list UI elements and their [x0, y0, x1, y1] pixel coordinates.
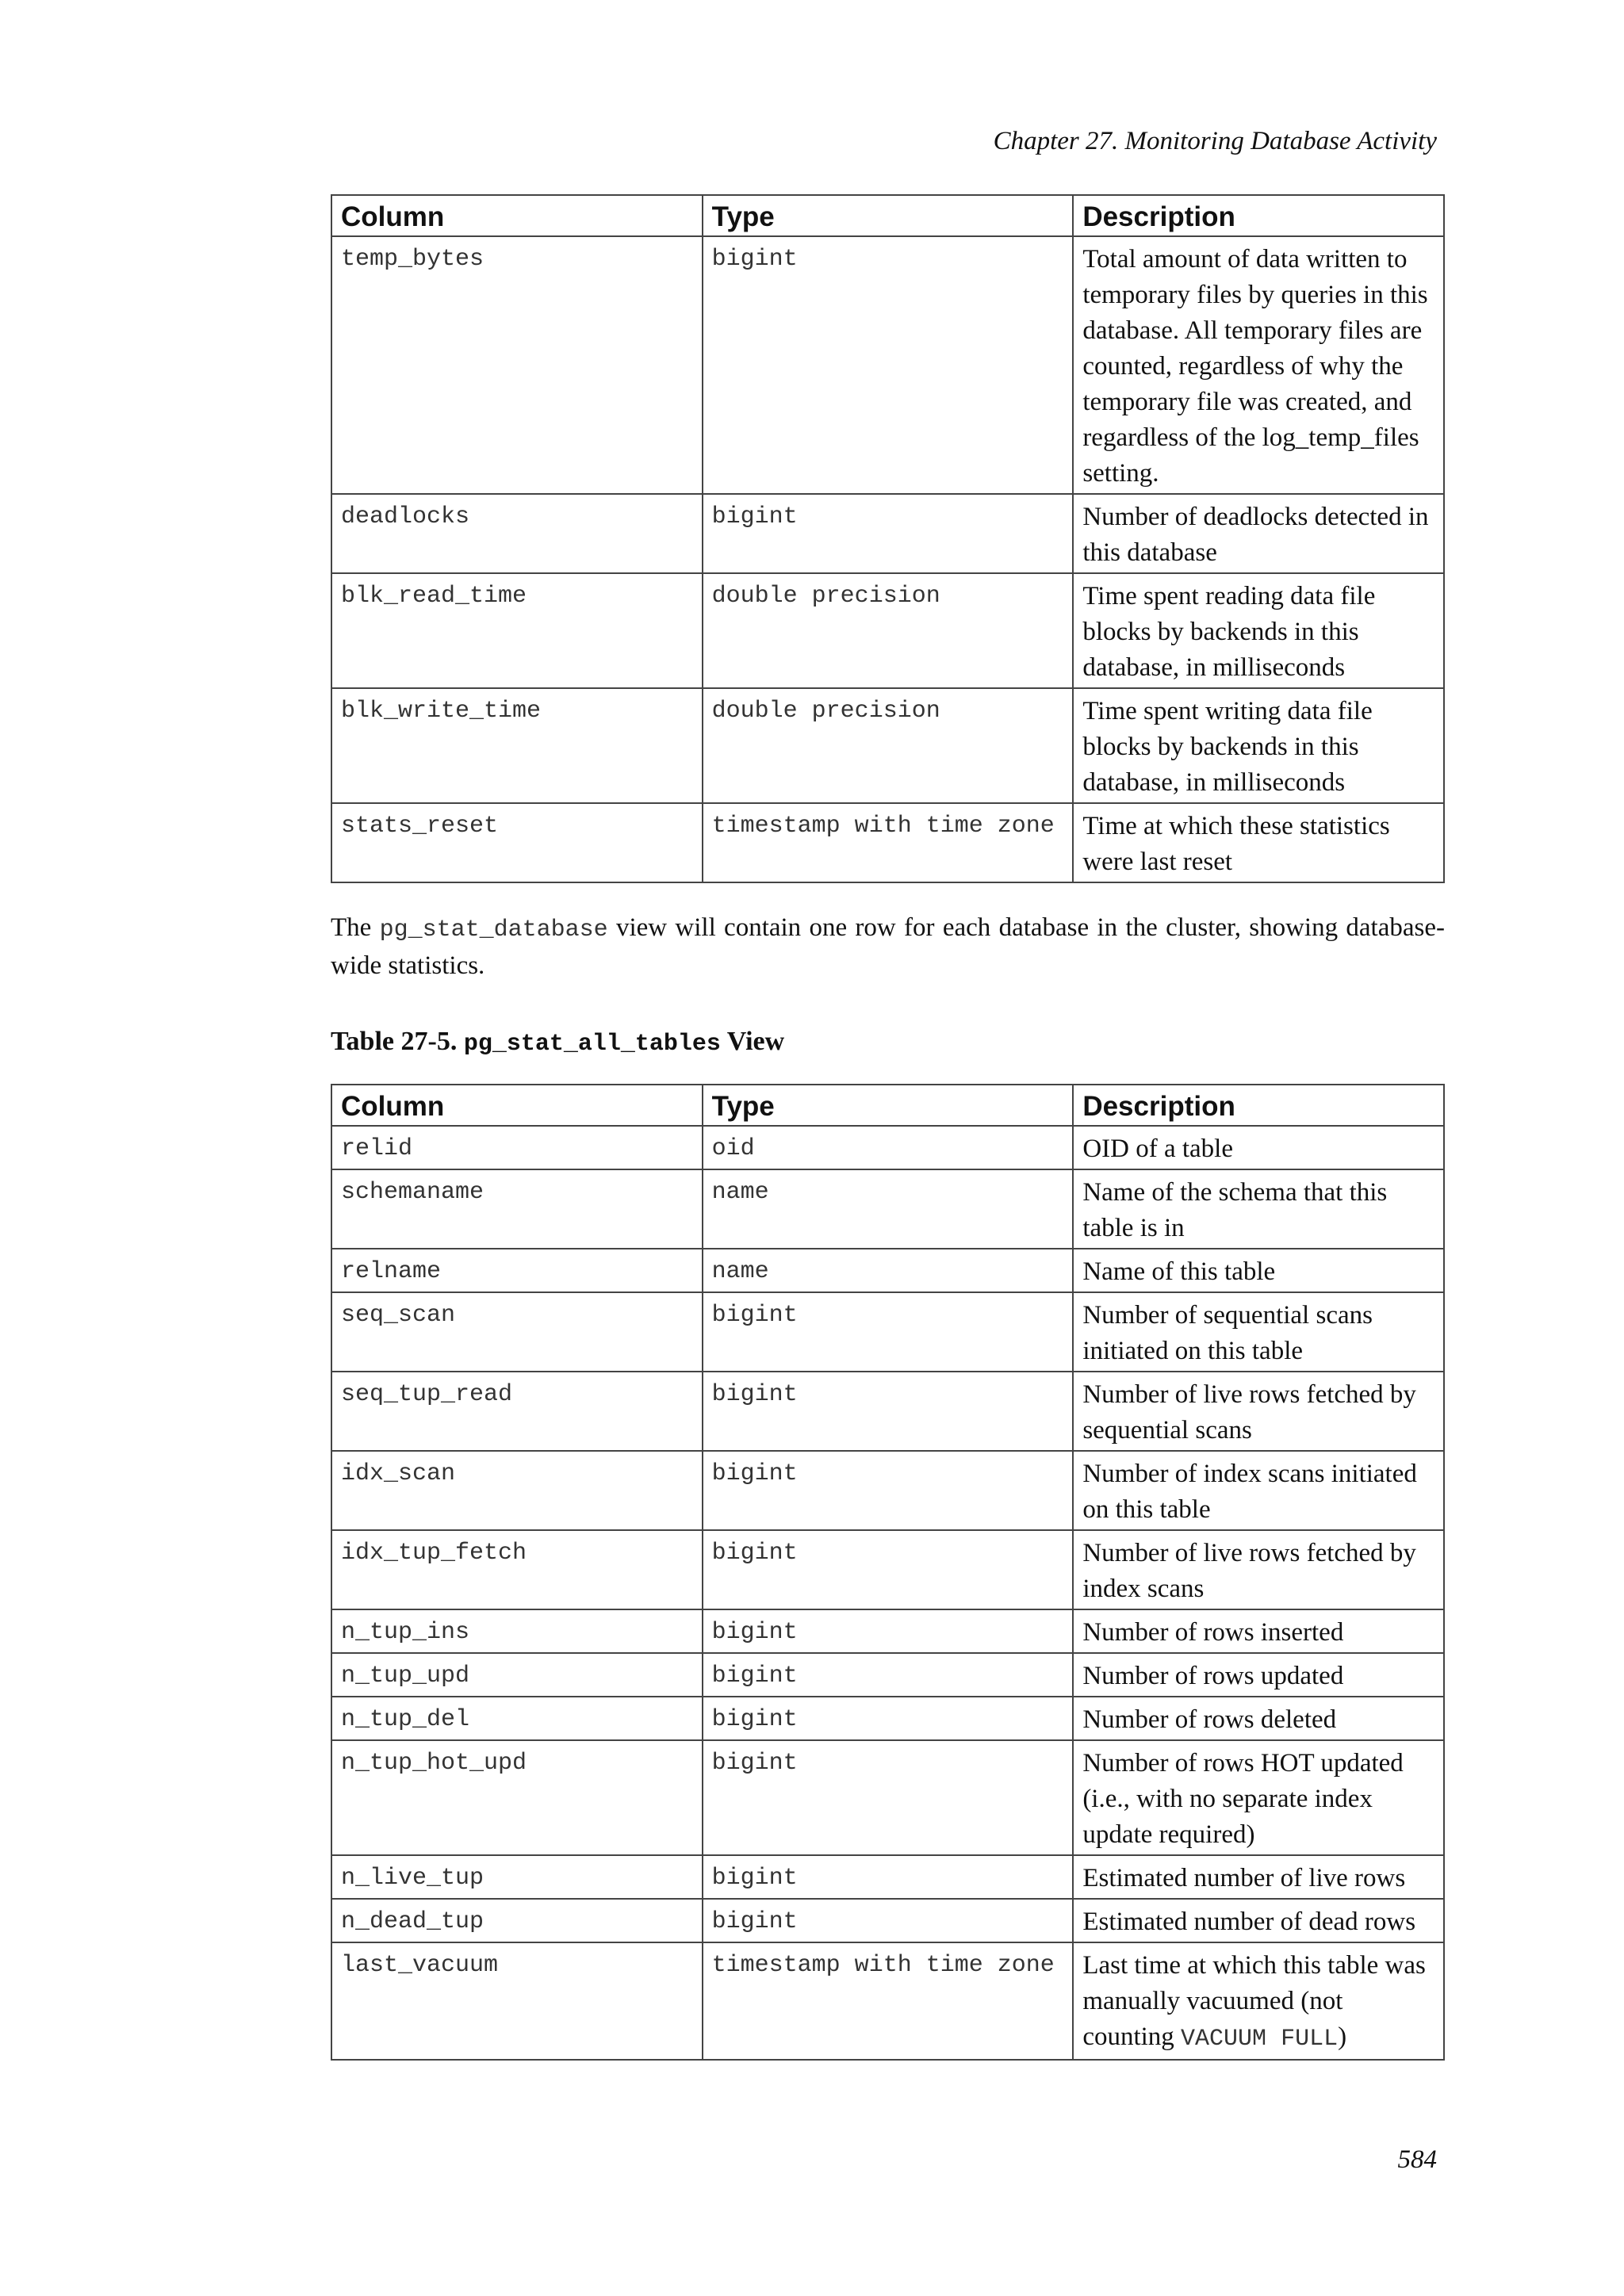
cell-column-name: relname	[331, 1249, 703, 1292]
header-description: Description	[1073, 195, 1444, 236]
columns-table-pg-stat-all-tables	[331, 1084, 1445, 2061]
cell-column-name: relid	[331, 1126, 703, 1169]
table-row	[331, 1451, 1444, 1530]
table-row	[331, 1249, 1444, 1292]
cell-column-name: temp_bytes	[331, 236, 703, 494]
cell-description	[1073, 688, 1444, 803]
cell-column-name: n_dead_tup	[331, 1899, 703, 1942]
cell-type: name	[703, 1169, 1074, 1249]
header-column: Column	[331, 1085, 703, 1126]
cell-column-name: blk_read_time	[331, 573, 703, 688]
cell-column-name: n_tup_hot_upd	[331, 1740, 703, 1855]
table-row	[331, 1942, 1444, 2060]
cell-type: double precision	[703, 688, 1074, 803]
cell-column-name: stats_reset	[331, 803, 703, 882]
cell-type: bigint	[703, 1855, 1074, 1899]
table-row	[331, 1653, 1444, 1697]
table-row	[331, 573, 1444, 688]
cell-type: double precision	[703, 573, 1074, 688]
cell-type: oid	[703, 1126, 1074, 1169]
cell-type: bigint	[703, 1740, 1074, 1855]
cell-type: timestamp with time zone	[703, 803, 1074, 882]
cell-type: bigint	[703, 494, 1074, 573]
cell-column-name: schemaname	[331, 1169, 703, 1249]
cell-type: bigint	[703, 1292, 1074, 1372]
table-caption	[331, 1024, 784, 1062]
description-text: Time spent reading data file blocks by backends in this database, in milliseconds	[1082, 582, 1376, 682]
cell-description	[1073, 1740, 1444, 1855]
header-type: Type	[703, 195, 1074, 236]
description-text: Number of sequential scans initiated on this table	[1082, 1301, 1373, 1365]
cell-column-name: n_tup_upd	[331, 1653, 703, 1697]
cell-description	[1073, 1899, 1444, 1942]
cell-description	[1073, 1292, 1444, 1372]
table-row	[331, 1899, 1444, 1942]
cell-description	[1073, 494, 1444, 573]
page-number: 584	[1397, 2145, 1437, 2174]
cell-description	[1073, 803, 1444, 882]
cell-column-name: seq_tup_read	[331, 1372, 703, 1451]
description-text: Number of rows updated	[1082, 1662, 1344, 1690]
header-description: Description	[1073, 1085, 1444, 1126]
cell-column-name: n_live_tup	[331, 1855, 703, 1899]
cell-description	[1073, 236, 1444, 494]
cell-type: bigint	[703, 1653, 1074, 1697]
cell-type: bigint	[703, 1899, 1074, 1942]
description-text: Time spent writing data file blocks by backends in this database, in milliseconds	[1082, 697, 1373, 797]
cell-description	[1073, 1372, 1444, 1451]
cell-type: bigint	[703, 1372, 1074, 1451]
table-row	[331, 1372, 1444, 1451]
description-text: Name of this table	[1082, 1257, 1276, 1286]
table-body	[331, 1126, 1444, 2060]
table-row	[331, 1169, 1444, 1249]
cell-column-name: n_tup_del	[331, 1697, 703, 1740]
cell-column-name: n_tup_ins	[331, 1609, 703, 1653]
cell-type: bigint	[703, 1530, 1074, 1609]
cell-type: bigint	[703, 1609, 1074, 1653]
table-row	[331, 1740, 1444, 1855]
table-header-row	[331, 1085, 1444, 1126]
description-code: VACUUM FULL	[1181, 2026, 1339, 2053]
cell-column-name: last_vacuum	[331, 1942, 703, 2060]
description-text: Number of live rows fetched by index scans	[1082, 1539, 1416, 1603]
cell-description	[1073, 1653, 1444, 1697]
caption-prefix: Table 27-5.	[331, 1027, 464, 1056]
caption-suffix: View	[720, 1027, 785, 1056]
cell-description	[1073, 1126, 1444, 1169]
table-row	[331, 688, 1444, 803]
description-text: Last time at which this table was manually vacuumed (not counting	[1082, 1951, 1426, 2051]
table-row	[331, 236, 1444, 494]
description-text: Number of rows inserted	[1082, 1618, 1344, 1647]
description-text: Estimated number of dead rows	[1082, 1908, 1416, 1936]
caption-code: pg_stat_all_tables	[463, 1031, 721, 1058]
description-text: Number of rows HOT updated (i.e., with no separate index update required)	[1082, 1749, 1404, 1849]
cell-description	[1073, 1249, 1444, 1292]
description-text: Estimated number of live rows	[1082, 1864, 1406, 1892]
cell-description	[1073, 1697, 1444, 1740]
cell-type: bigint	[703, 1697, 1074, 1740]
table-row	[331, 494, 1444, 573]
cell-description	[1073, 1609, 1444, 1653]
table-row	[331, 1855, 1444, 1899]
cell-type: timestamp with time zone	[703, 1942, 1074, 2060]
description-text: Number of live rows fetched by sequential scans	[1082, 1380, 1416, 1445]
cell-type: name	[703, 1249, 1074, 1292]
paragraph-text-before: The	[331, 913, 380, 942]
description-text: Name of the schema that this table is in	[1082, 1178, 1388, 1242]
description-text: Number of index scans initiated on this table	[1082, 1460, 1417, 1524]
description-text: Total amount of data written to temporary files by queries in this database. All temporary files are counted, regardless of why the temporary file was created, and regardless of the log_temp_files setting.	[1082, 245, 1428, 488]
running-head: Chapter 27. Monitoring Database Activity	[993, 127, 1437, 155]
cell-column-name: seq_scan	[331, 1292, 703, 1372]
table-row	[331, 1609, 1444, 1653]
description-text: Number of rows deleted	[1082, 1705, 1337, 1734]
paragraph-code-view-name: pg_stat_database	[379, 916, 608, 943]
description-text-after: )	[1338, 2022, 1347, 2051]
description-text: Number of deadlocks detected in this database	[1082, 503, 1429, 567]
body-paragraph	[331, 910, 1445, 984]
table-row	[331, 1292, 1444, 1372]
header-column: Column	[331, 195, 703, 236]
cell-type: bigint	[703, 1451, 1074, 1530]
cell-column-name: idx_tup_fetch	[331, 1530, 703, 1609]
paragraph-text-after: view will contain one row for each database in the cluster, showing database-wide statistics.	[331, 913, 1445, 980]
cell-description	[1073, 573, 1444, 688]
cell-description	[1073, 1451, 1444, 1530]
description-text: OID of a table	[1082, 1135, 1233, 1163]
cell-column-name: idx_scan	[331, 1451, 703, 1530]
description-text: Time at which these statistics were last reset	[1082, 812, 1390, 876]
cell-column-name: deadlocks	[331, 494, 703, 573]
table-row	[331, 1530, 1444, 1609]
cell-description	[1073, 1530, 1444, 1609]
table-row	[331, 1697, 1444, 1740]
columns-table-pg-stat-database	[331, 194, 1445, 883]
cell-description	[1073, 1169, 1444, 1249]
cell-column-name: blk_write_time	[331, 688, 703, 803]
cell-description	[1073, 1855, 1444, 1899]
table-header-row	[331, 195, 1444, 236]
table-row	[331, 1126, 1444, 1169]
header-type: Type	[703, 1085, 1074, 1126]
table-row	[331, 803, 1444, 882]
cell-description	[1073, 1942, 1444, 2060]
cell-type: bigint	[703, 236, 1074, 494]
table-body	[331, 236, 1444, 882]
